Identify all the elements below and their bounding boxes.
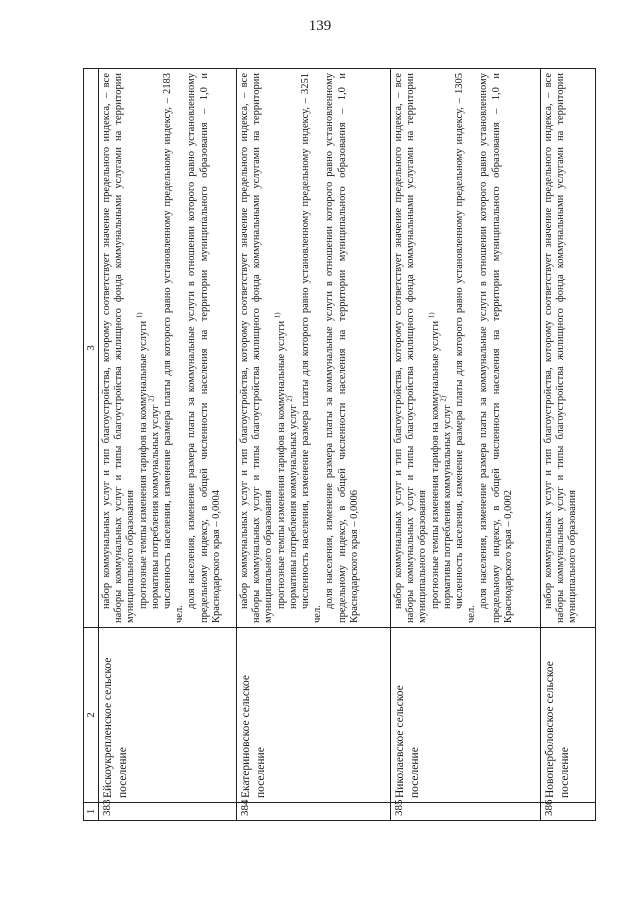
consumption-norms-text: нормативы потребления коммунальных услуг $^{2)}$ <box>147 395 161 609</box>
row-number: 385 <box>391 803 541 821</box>
row-number: 384 <box>237 803 391 821</box>
tariff-forecast-text: прогнозные темпы изменения тарифов на коммунальные услуги $^{1)}$ <box>273 312 287 609</box>
settlement-name: Екатериновское сельское поселение <box>237 628 391 803</box>
row-description <box>541 69 596 628</box>
settlement-name: Новоперболовское сельское поселение <box>541 628 596 803</box>
service-set-text: набор коммунальных услуг и тип благоустройства, которому соответствует значение предельного индекса, – все наборы коммунальных услуг и типы благоустройства жилищного фонда коммунальными услугами на территории муниципального образования <box>543 73 579 623</box>
table-row <box>99 69 237 821</box>
service-set-text: набор коммунальных услуг и тип благоустройства, которому соответствует значение предельного индекса, – все наборы коммунальных услуг и типы благоустройства жилищного фонда коммунальными услугами на территории муниципального образования <box>393 73 429 623</box>
row-description <box>237 69 391 628</box>
consumption-norms-text: нормативы потребления коммунальных услуг $^{2)}$ <box>439 395 453 609</box>
settlement-name: Николаевское сельское поселение <box>391 628 541 803</box>
service-set-text: набор коммунальных услуг и тип благоустройства, которому соответствует значение предельного индекса, – все наборы коммунальных услуг и типы благоустройства жилищного фонда коммунальными услугами на территории муниципального образования <box>239 73 275 623</box>
column-number-row <box>84 69 99 821</box>
row-number: 386 <box>541 803 596 821</box>
column-header-1: 1 <box>84 803 99 821</box>
tariff-forecast-text: прогнозные темпы изменения тарифов на коммунальные услуги $^{1)}$ <box>135 312 149 609</box>
column-header-2: 2 <box>84 628 99 803</box>
table-row <box>541 69 596 821</box>
column-header-3: 3 <box>84 69 99 628</box>
service-set-text: набор коммунальных услуг и тип благоустройства, которому соответствует значение предельного индекса, – все наборы коммунальных услуг и типы благоустройства жилищного фонда коммунальными услугами на территории муниципального образования <box>101 73 137 623</box>
population-share-text: доля населения, изменение размера платы за коммунальные услуги в отношении которого равно установленному предельному индексу, в общей численности населения на территории муниципального образования – 1,0 и Краснодарского края – 0,0004 <box>186 73 222 623</box>
row-description <box>99 69 237 628</box>
row-number: 383 <box>99 803 237 821</box>
tariff-table <box>83 68 596 821</box>
page-number: 139 <box>308 18 332 34</box>
population-share-text: доля населения, изменение размера платы за коммунальные услуги в отношении которого равно установленному предельному индексу, в общей численности населения на территории муниципального образования – 1,0 и Краснодарского края – 0,0002 <box>478 73 514 623</box>
settlement-name: Ейскоукрепленское сельское поселение <box>99 628 237 803</box>
tariff-forecast-text: прогнозные темпы изменения тарифов на коммунальные услуги $^{1)}$ <box>427 312 441 609</box>
table-row <box>391 69 541 821</box>
population-text: численность населения, изменение размера платы для которого равно установленному предельному индексу, – 1305 чел. <box>454 73 478 623</box>
table-row <box>237 69 391 821</box>
row-description <box>391 69 541 628</box>
consumption-norms-text: нормативы потребления коммунальных услуг $^{2)}$ <box>285 395 299 609</box>
population-share-text: доля населения, изменение размера платы за коммунальные услуги в отношении которого равно установленному предельному индексу, в общей численности населения на территории муниципального образования – 1,0 и Краснодарского края – 0,0006 <box>324 73 360 623</box>
rotated-table-wrapper <box>83 68 596 821</box>
population-text: численность населения, изменение размера платы для которого равно установленному предельному индексу, – 3251 чел. <box>300 73 324 623</box>
population-text: численность населения, изменение размера платы для которого равно установленному предельному индексу, – 2183 чел. <box>162 73 186 623</box>
